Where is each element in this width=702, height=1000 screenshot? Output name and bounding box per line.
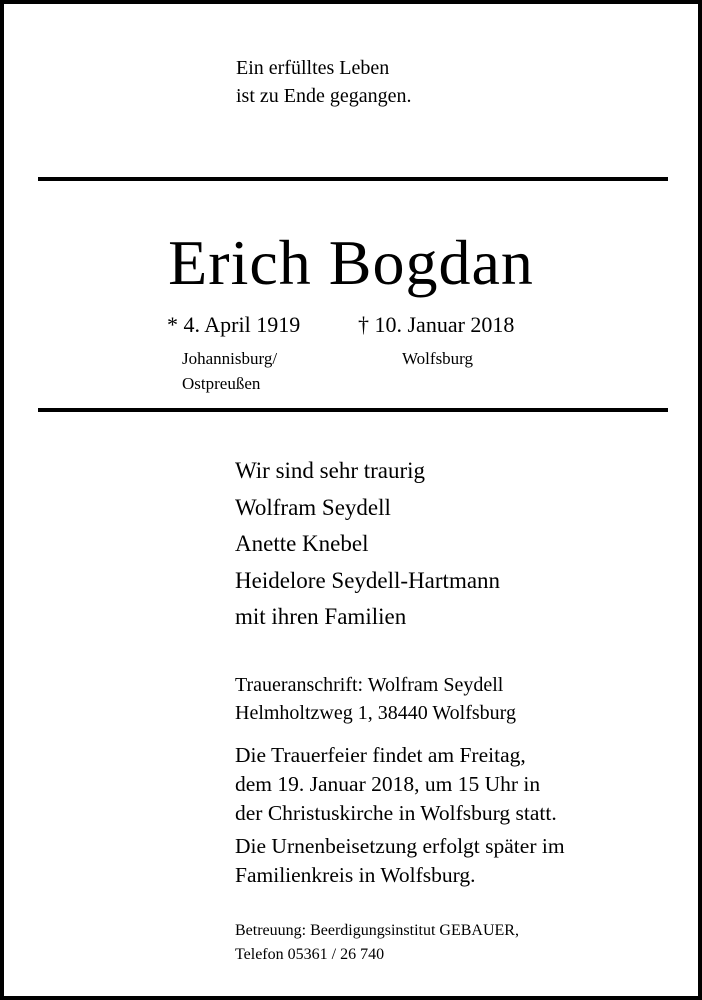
mourner-name: Heidelore Seydell-Hartmann [235, 567, 501, 593]
ceremony-line: der Christuskirche in Wolfsburg statt. [235, 801, 557, 825]
birth-place-line: Johannisburg/ [182, 349, 278, 368]
mourner-name: Anette Knebel [235, 531, 369, 556]
mourning-address [235, 671, 516, 727]
death-place: Wolfsburg [402, 349, 474, 368]
ceremony-paragraph [235, 741, 565, 828]
funeral-home-line: Betreuung: Beerdigungsinstitut GEBAUER, [235, 922, 519, 939]
deceased-name: Erich Bogdan [168, 227, 534, 298]
address-line: Traueranschrift: Wolfram Seydell [235, 674, 504, 696]
funeral-home [235, 919, 519, 967]
mourners-closing: mit ihren Familien [235, 604, 407, 629]
bottom-divider [38, 408, 668, 412]
burial-line: Familienkreis in Wolfsburg. [235, 863, 476, 887]
motto-line: Ein erfülltes Leben [236, 57, 390, 79]
service-info [235, 741, 565, 894]
mourners-block [235, 453, 500, 636]
burial-line: Die Urnenbeisetzung erfolgt später im [235, 834, 565, 858]
birth-place [182, 346, 277, 396]
address-line: Helmholtzweg 1, 38440 Wolfsburg [235, 702, 516, 724]
motto-line: ist zu Ende gegangen. [236, 85, 412, 107]
death-date: † 10. Januar 2018 [358, 312, 515, 337]
funeral-home-line: Telefon 05361 / 26 740 [235, 946, 385, 963]
motto [236, 54, 412, 110]
ceremony-line: dem 19. Januar 2018, um 15 Uhr in [235, 772, 541, 796]
birth-place-line: Ostpreußen [182, 374, 261, 393]
mourner-name: Wolfram Seydell [235, 494, 391, 520]
top-divider [38, 177, 668, 181]
birth-date: * 4. April 1919 [167, 312, 301, 337]
ceremony-line: Die Trauerfeier findet am Freitag, [235, 743, 526, 767]
mourners-intro: Wir sind sehr traurig [235, 458, 426, 483]
burial-paragraph [235, 832, 565, 890]
